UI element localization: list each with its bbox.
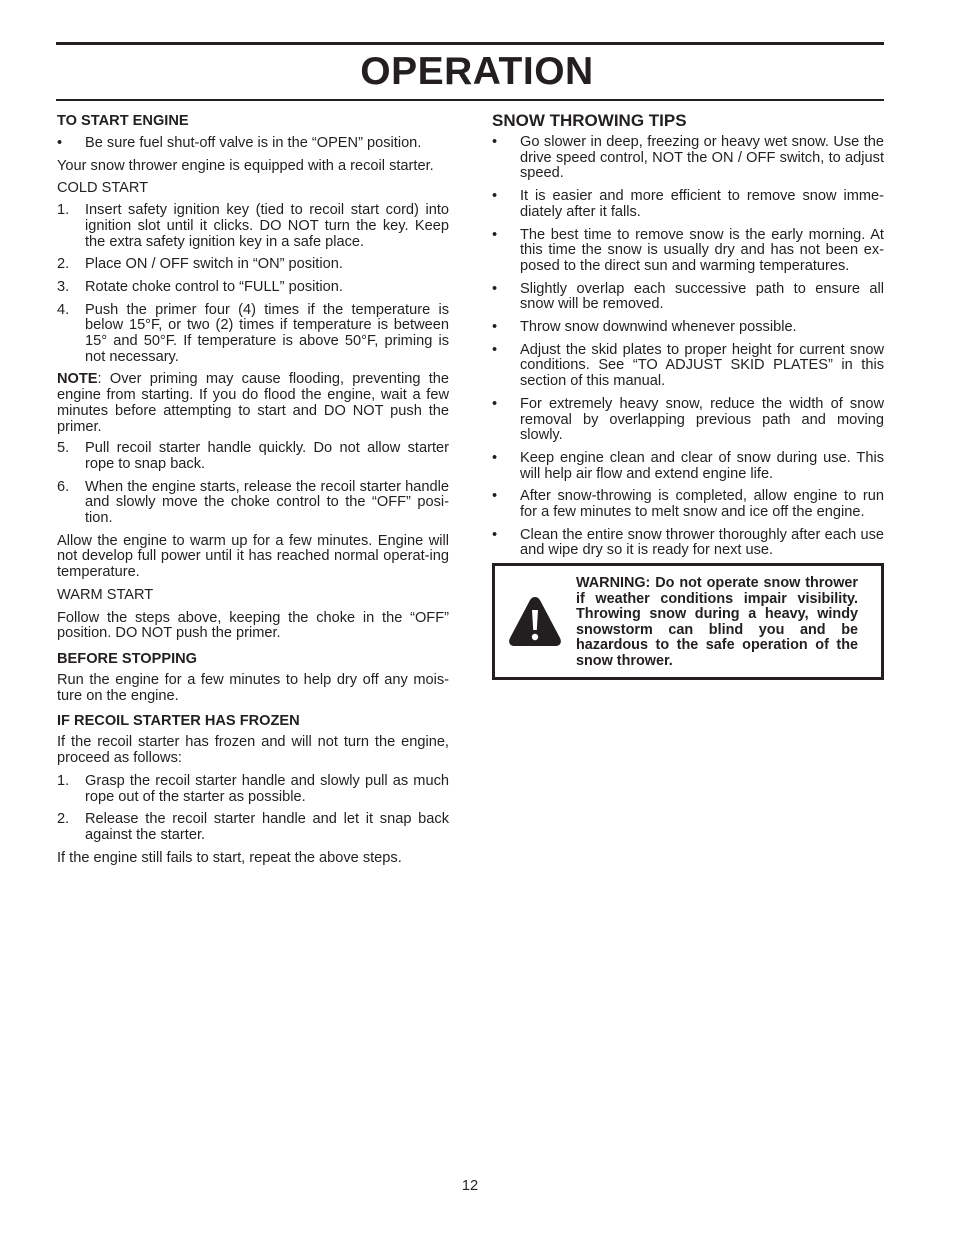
step-number: 1. bbox=[57, 202, 70, 219]
tip-text: For extremely heavy snow, reduce the width of snow removal by overlapping previous path and moving slowly. bbox=[520, 395, 884, 444]
step-text: Grasp the recoil starter handle and slowly pull as much rope out of the starter as possible. bbox=[85, 772, 449, 805]
bullet-mark: • bbox=[492, 134, 498, 150]
tip-text: The best time to remove snow is the early morning. At this time the snow is usually dry and has not been ex-posed to the direct sun and warming temperatures. bbox=[520, 226, 884, 274]
page-number: 12 bbox=[461, 1178, 479, 1194]
tip-item bbox=[492, 228, 884, 275]
fuel-valve-text: Be sure fuel shut-off valve is in the “OPEN” position. bbox=[85, 135, 422, 151]
tip-item bbox=[492, 528, 884, 559]
tip-item bbox=[492, 320, 884, 336]
snow-tips-heading: SNOW THROWING TIPS bbox=[492, 111, 687, 130]
bullet-mark: • bbox=[492, 395, 498, 412]
tip-item bbox=[492, 282, 884, 313]
bullet-mark: • bbox=[492, 226, 498, 243]
tip-item bbox=[492, 189, 884, 220]
cold-step-5 bbox=[57, 441, 449, 472]
note-paragraph bbox=[57, 372, 449, 435]
tip-text: It is easier and more efficient to remove snow imme-diately after it falls. bbox=[520, 188, 884, 220]
step-number: 1. bbox=[57, 772, 70, 789]
step-text: Pull recoil starter handle quickly. Do not allow starter rope to snap back. bbox=[85, 440, 449, 472]
tip-text: Adjust the skid plates to proper height for current snow conditions. See “TO ADJUST SKID PLATES” in this section of this manual. bbox=[520, 341, 884, 390]
step-number: 2. bbox=[57, 811, 70, 828]
before-stopping-text: Run the engine for a few minutes to help dry off any mois-ture on the engine. bbox=[57, 671, 449, 704]
page-title: OPERATION bbox=[360, 50, 594, 93]
cold-step-1 bbox=[57, 203, 449, 250]
note-text: : Over priming may cause flooding, preventing the engine from starting. If you do flood the engine, wait a few minutes before attempting to start and DO NOT push the primer. bbox=[57, 371, 449, 435]
frozen-step-2 bbox=[57, 812, 449, 843]
step-text: Place ON / OFF switch in “ON” position. bbox=[85, 256, 343, 273]
step-number: 4. bbox=[57, 301, 70, 318]
warm-start-text: Follow the steps above, keeping the choke in the “OFF” position. DO NOT push the primer. bbox=[57, 609, 449, 642]
tip-item bbox=[492, 135, 884, 182]
frozen-heading: IF RECOIL STARTER HAS FROZEN bbox=[57, 713, 300, 730]
warning-text: WARNING: Do not operate snow thrower if weather conditions impair visibility. Throwing snow during a heavy, windy snowstorm can blind you and be hazardous to the safe operation of the snow thrower. bbox=[576, 575, 858, 669]
header-rule-top bbox=[56, 42, 884, 45]
step-text: Push the primer four (4) times if the temperature is below 15°F, or two (2) times if temperature is between 15° and 50°F. If temperature is above 50°F, priming is not necessary. bbox=[85, 301, 449, 365]
warm-up-paragraph: Allow the engine to warm up for a few minutes. Engine will not develop full power until it has reached normal operat-ing temperature. bbox=[57, 532, 449, 581]
step-number: 6. bbox=[57, 478, 70, 495]
note-label: NOTE bbox=[57, 371, 98, 388]
step-text: Rotate choke control to “FULL” position. bbox=[85, 278, 343, 295]
frozen-end: If the engine still fails to start, repeat the above steps. bbox=[57, 849, 402, 866]
tip-item bbox=[492, 489, 884, 520]
bullet-mark: • bbox=[492, 188, 498, 205]
bullet-mark: • bbox=[492, 488, 498, 505]
step-text: When the engine starts, release the recoil starter handle and slowly move the choke control to the “OFF” posi-tion. bbox=[85, 478, 449, 527]
tip-text: Go slower in deep, freezing or heavy wet snow. Use the drive speed control, NOT the ON / OFF switch, to adjust speed. bbox=[520, 134, 884, 182]
bullet-mark: • bbox=[492, 341, 498, 358]
to-start-engine-heading: TO START ENGINE bbox=[57, 113, 189, 129]
bullet-mark: • bbox=[492, 526, 498, 543]
tips-list bbox=[492, 135, 884, 559]
bullet-mark: • bbox=[57, 135, 63, 151]
warning-box bbox=[492, 563, 884, 680]
tip-text: Slightly overlap each successive path to ensure all snow will be removed. bbox=[520, 280, 884, 313]
tip-text: After snow-throwing is completed, allow engine to run for a few minutes to melt snow and ice off the engine. bbox=[520, 488, 884, 521]
tip-text: Keep engine clean and clear of snow during use. This will help air flow and extend engine life. bbox=[520, 449, 884, 482]
cold-step-2 bbox=[57, 257, 449, 273]
step-number: 3. bbox=[57, 278, 70, 295]
step-number: 2. bbox=[57, 256, 70, 273]
tip-item bbox=[492, 451, 884, 482]
bullet-mark: • bbox=[492, 449, 498, 466]
cold-step-4 bbox=[57, 303, 449, 366]
right-column bbox=[492, 110, 884, 559]
before-stopping-heading: BEFORE STOPPING bbox=[57, 650, 198, 667]
cold-start-label: COLD START bbox=[57, 180, 149, 197]
frozen-intro: If the recoil starter has frozen and will not turn the engine, proceed as follows: bbox=[57, 734, 449, 767]
frozen-step-1 bbox=[57, 774, 449, 805]
recoil-intro: Your snow thrower engine is equipped with a recoil starter. bbox=[57, 157, 434, 174]
step-text: Release the recoil starter handle and let it snap back against the starter. bbox=[85, 811, 449, 843]
tip-text: Throw snow downwind whenever possible. bbox=[520, 319, 797, 336]
cold-step-3 bbox=[57, 280, 449, 296]
tip-text: Clean the entire snow thrower thoroughly after each use and wipe dry so it is ready for next use. bbox=[520, 526, 884, 559]
warning-triangle-icon bbox=[507, 594, 563, 650]
tip-item bbox=[492, 343, 884, 390]
fuel-valve-bullet bbox=[57, 136, 449, 152]
bullet-mark: • bbox=[492, 280, 498, 297]
bullet-mark: • bbox=[492, 319, 498, 336]
left-column bbox=[57, 110, 449, 866]
tip-item bbox=[492, 397, 884, 444]
step-text: Insert safety ignition key (tied to recoil start cord) into ignition slot until it clicks. DO NOT turn the key. Keep the extra safety ignition key in a safe place. bbox=[85, 202, 449, 250]
cold-step-6 bbox=[57, 480, 449, 527]
warm-start-label: WARM START bbox=[57, 586, 154, 603]
header-rule-bottom bbox=[56, 99, 884, 101]
step-number: 5. bbox=[57, 440, 70, 457]
